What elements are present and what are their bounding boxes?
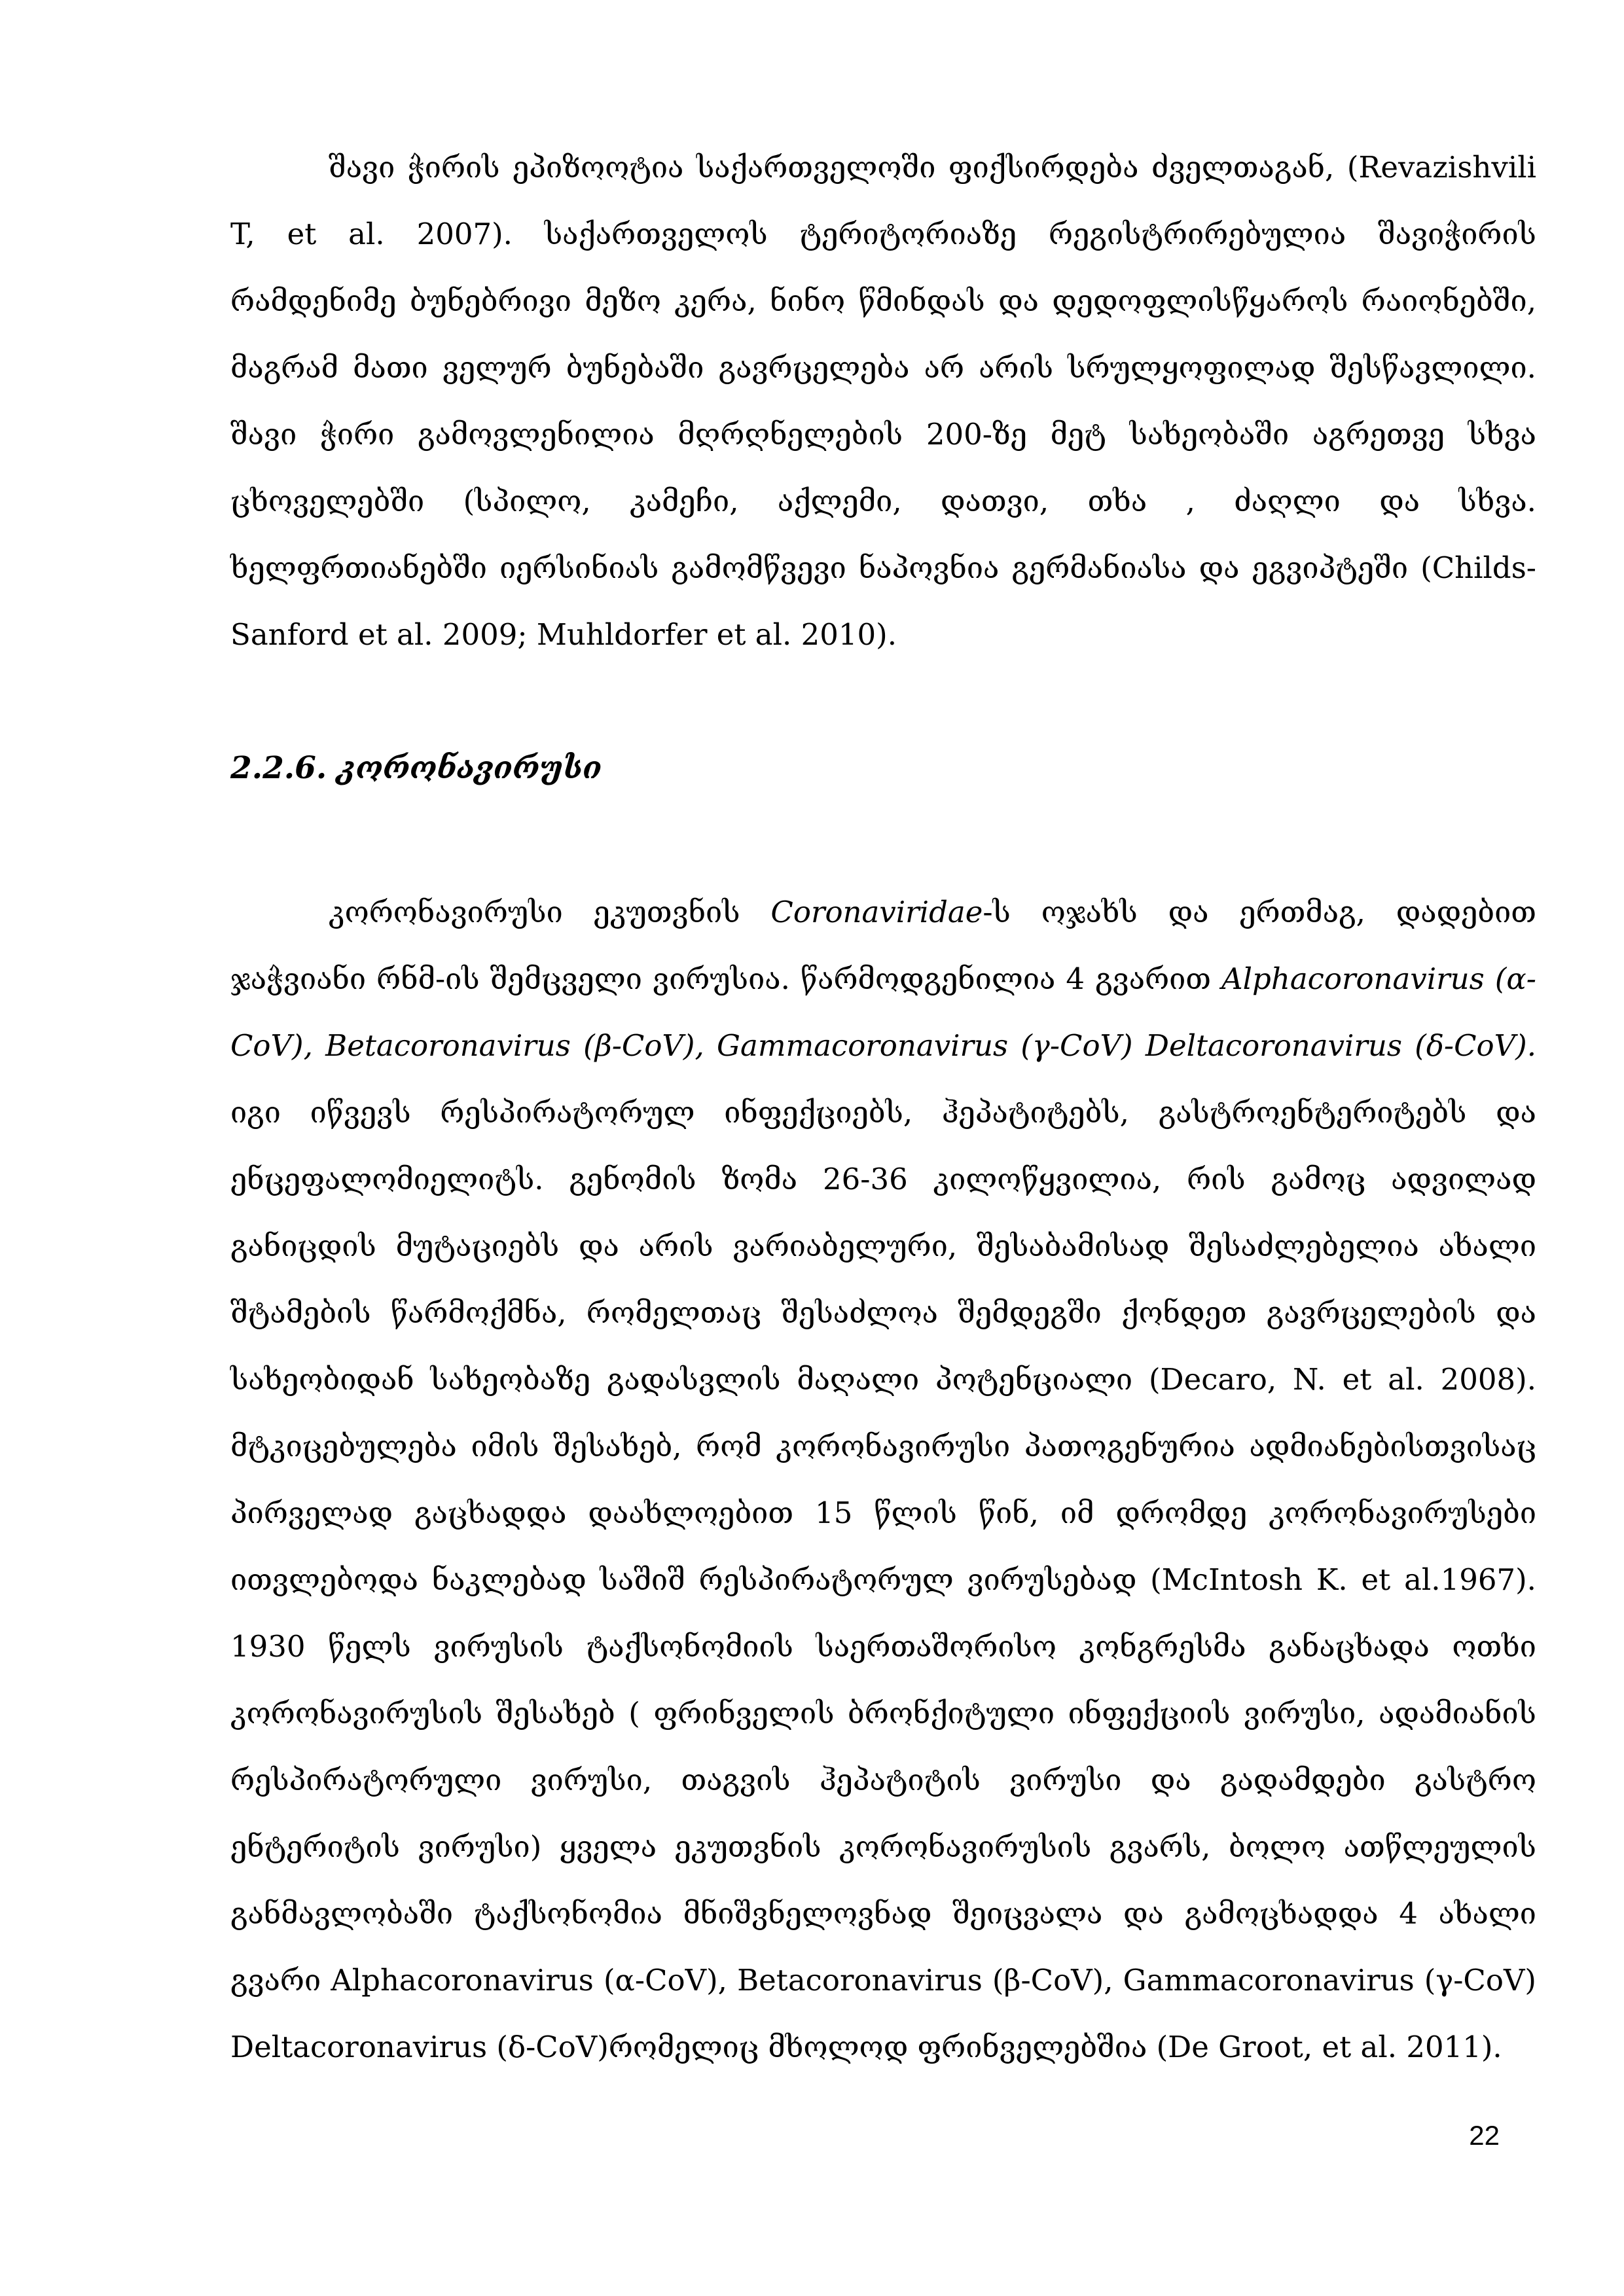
text-run-italic: Coronaviridae (770, 895, 983, 929)
paragraph-plague (230, 134, 1536, 668)
section-heading: 2.2.6. კორონავირუსი (230, 750, 602, 786)
text-run: კორონავირუსი ეკუთვნის (329, 895, 771, 929)
text-run: იგი იწვევს რესპირატორულ ინფექციებს, ჰეპატიტებს, გასტროენტერიტებს და ენცეფალომიელიტს. გენომის ზომა 26-36 კილოწყვილია, რის გამოც ადვილად განიცდის მუტაციებს და არის ვარიაბელური, შესაბამისად შესაძლებელია ახალი შტამების წარმოქმნა, რომელთაც შესაძლოა შემდეგში ქონდეთ გავრცელების და სახეობიდან სახეობაზე გადასვლის მაღალი პოტენციალი (Decaro, N. et al. 2008). მტკიცებულება იმის შესახებ, რომ კორონავირუსი პათოგენურია ადმიანებისთვისაც პირველად გაცხადდა დაახლოებით 15 წლის წინ, იმ დრომდე კორონავირუსები ითვლებოდა ნაკლებად საშიშ რესპირატორულ ვირუსებად (McIntosh K. et al.1967). 1930 წელს ვირუსის ტაქსონომიის საერთაშორისო კონგრესმა განაცხადა ოთხი კორონავირუსის შესახებ ( ფრინველის ბრონქიტული ინფექციის ვირუსი, ადამიანის რესპირატორული ვირუსი, თაგვის ჰეპატიტის ვირუსი და გადამდები გასტრო ენტერიტის ვირუსი) ყველა ეკუთვნის კორონავირუსის გვარს, ბოლო ათწლეულის განმავლობაში ტაქსონომია მნიშვნელოვნად შეიცვალა და გამოცხადდა 4 ახალი გვარი Alphacoronavirus (α-CoV), Betacoronavirus (β-CoV), Gammacoronavirus (γ-CoV) Deltacoronavirus (δ-CoV)რომელიც მხოლოდ ფრინველებშია (De Groot, et al. 2011). (230, 1095, 1536, 2064)
text-run: შავი ჭირის ეპიზოოტია საქართველოში ფიქსირდება ძველთაგან, (Revazishvili T, et al. 2007). საქართველოს ტერიტორიაზე რეგისტრირებულია შავიჭირის რამდენიმე ბუნებრივი მეზო კერა, ნინო წმინდას და დედოფლისწყაროს რაიონებში, მაგრამ მათი ველურ ბუნებაში გავრცელება არ არის სრულყოფილად შესწავლილი. შავი ჭირი გამოვლენილია მღრღნელების 200-ზე მეტ სახეობაში აგრეთვე სხვა ცხოველებში (სპილო, კამეჩი, აქლემი, დათვი, თხა , ძაღლი და სხვა. ხელფრთიანებში იერსინიას გამომწვევი ნაპოვნია გერმანიასა და ეგვიპტეში (Childs-Sanford et al. 2009; Muhldorfer et al. 2010). (230, 150, 1536, 652)
text-column (230, 134, 1536, 2081)
paragraph-coronavirus (230, 879, 1536, 2081)
text-run-italic: Alphacoronavirus (α-CoV), Betacoronavirus (β-CoV), Gammacoronavirus (γ-CoV) Deltacoronavirus (δ-CoV). (230, 961, 1536, 1063)
text-run: -ს ოჯახს და ერთმაგ, დადებით ჯაჭვიანი რნმ-ის შემცველი ვირუსია. წარმოდგენილია 4 გვარით (230, 895, 1536, 996)
page-number: 22 (1469, 2120, 1500, 2151)
